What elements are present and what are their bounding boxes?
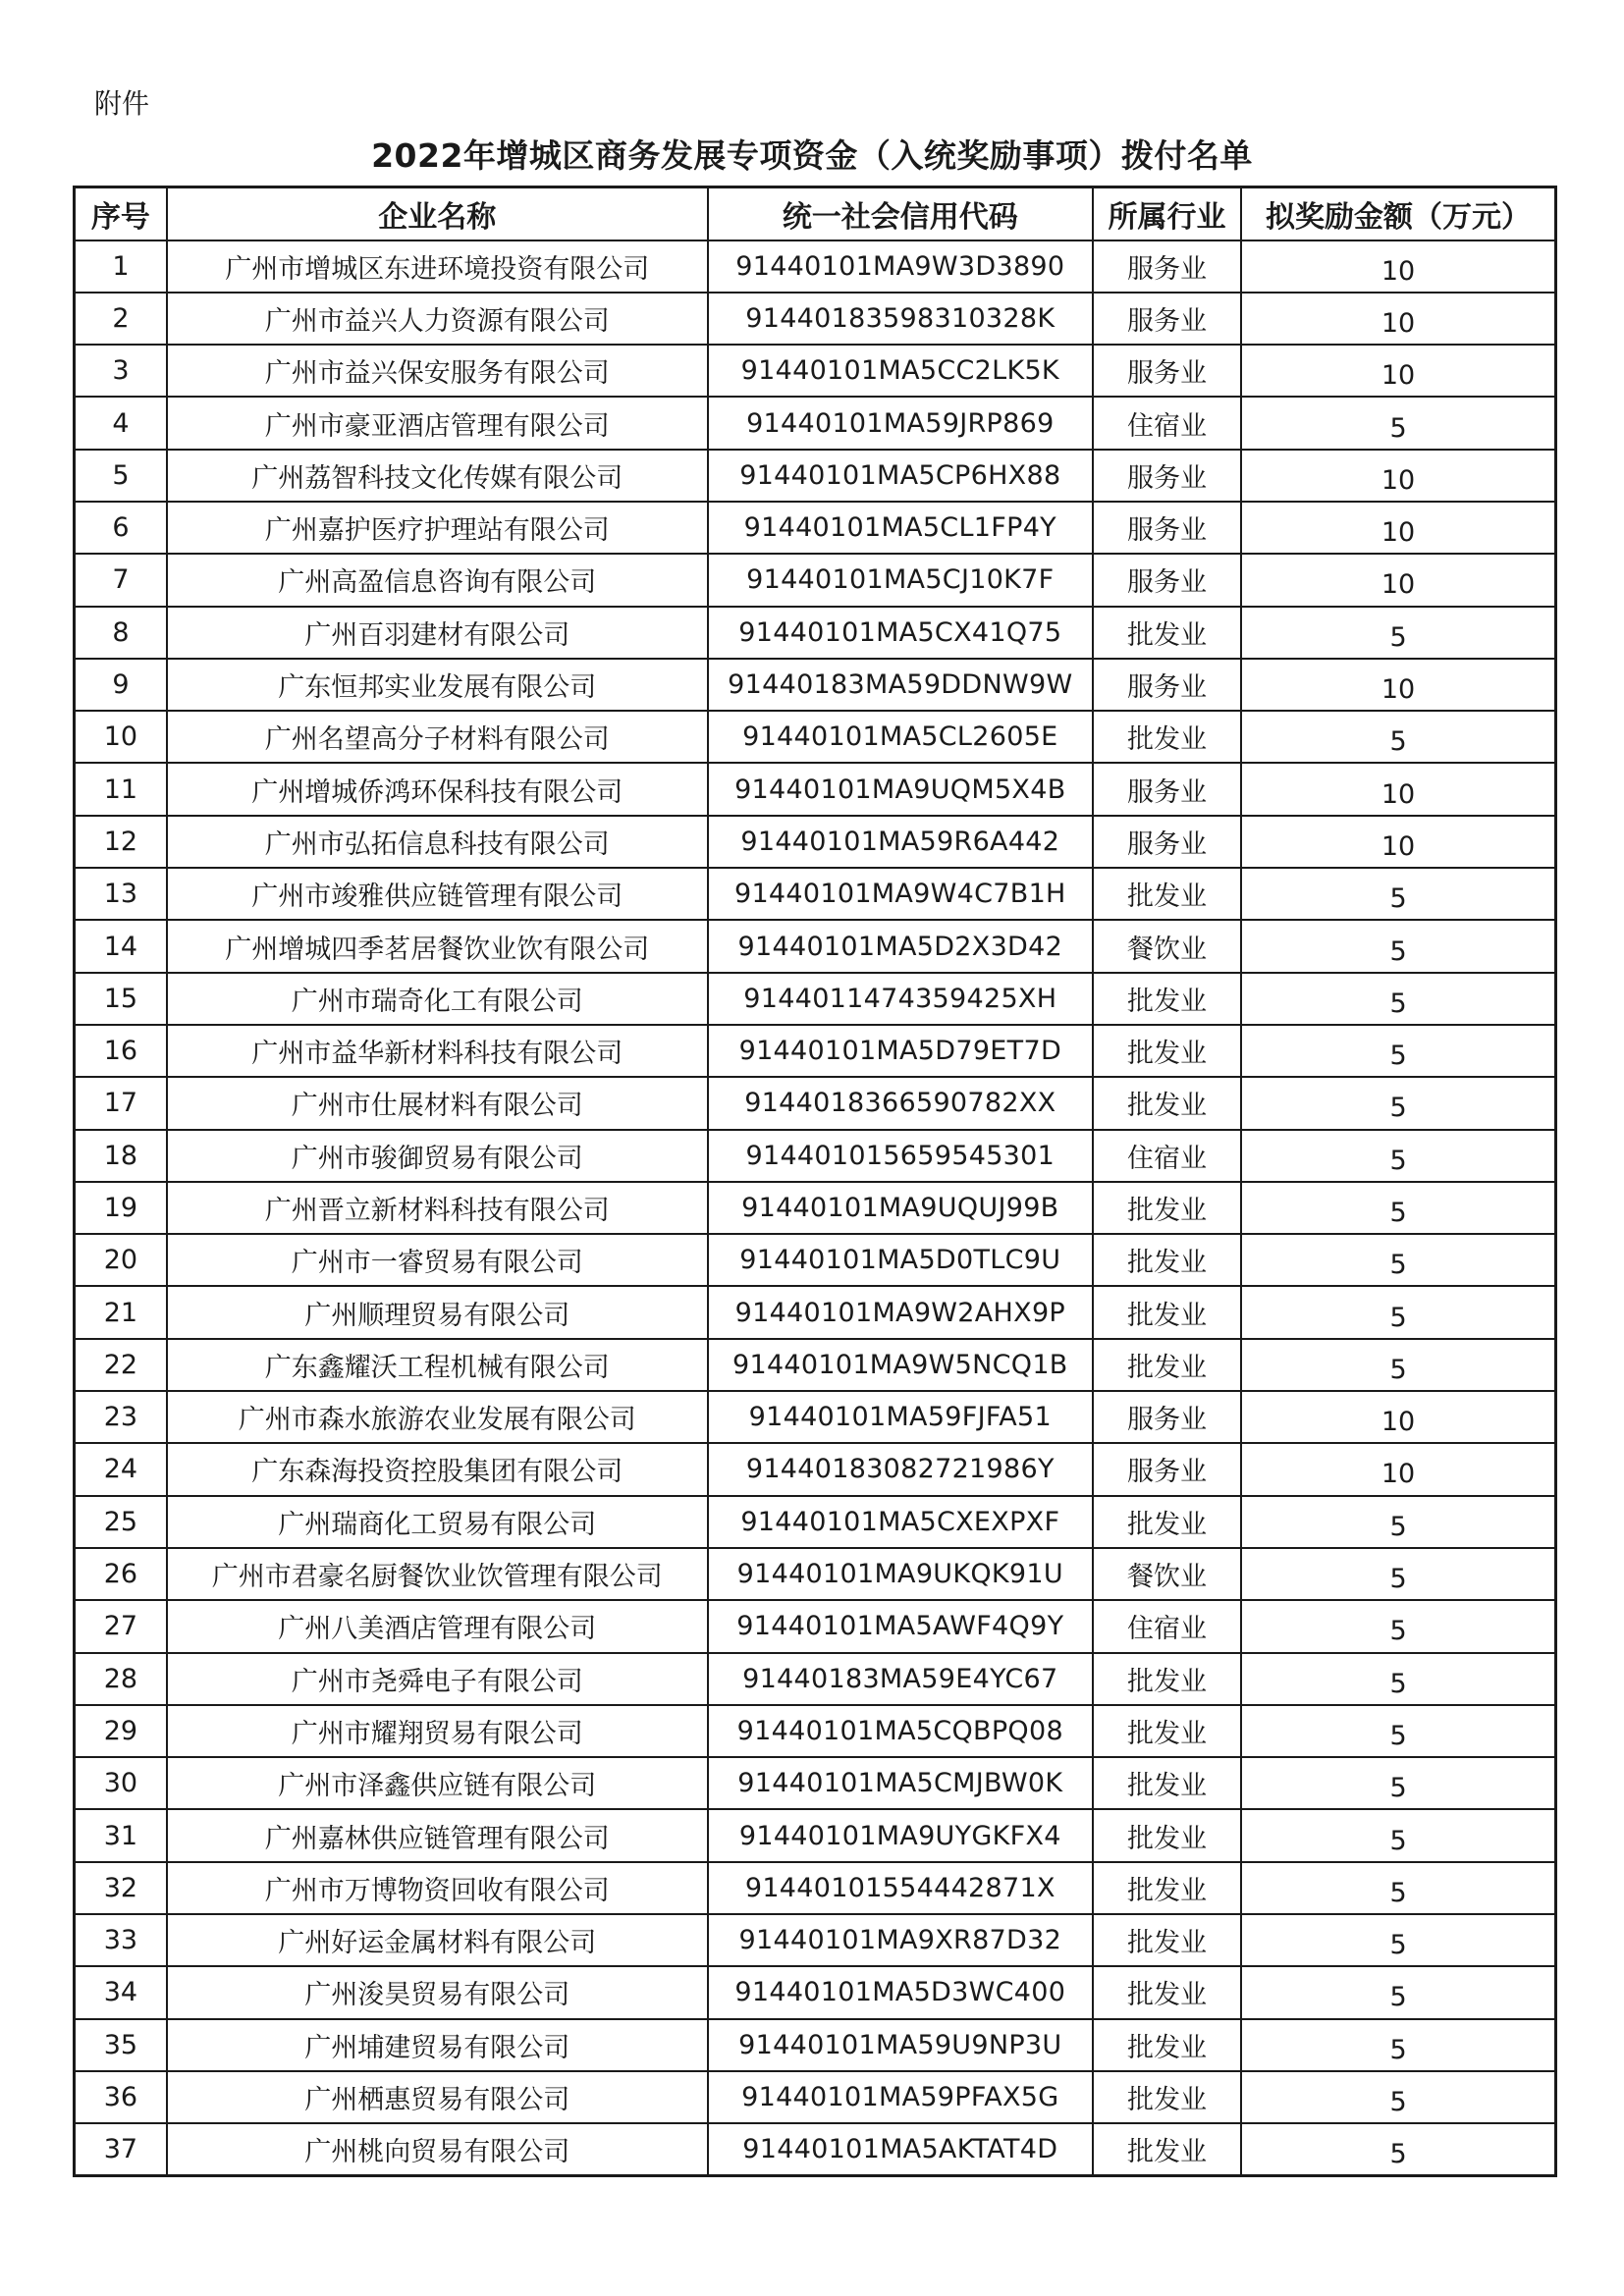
cell-award-amount: [1241, 2019, 1555, 2071]
cell-industry: 服务业: [1093, 763, 1241, 815]
table-row: [75, 1914, 1556, 1966]
cell-company-name: 广州市豪亚酒店管理有限公司: [167, 397, 708, 449]
cell-industry: 服务业: [1093, 293, 1241, 345]
cell-serial: 12: [75, 816, 167, 868]
cell-award-amount: [1241, 1286, 1555, 1338]
cell-award-amount: [1241, 1234, 1555, 1286]
cell-credit-code: 91440101MA59PFAX5G: [708, 2071, 1093, 2123]
cell-serial: 37: [75, 2123, 167, 2175]
table-row: [75, 1548, 1556, 1600]
cell-industry: 服务业: [1093, 345, 1241, 397]
table-row: [75, 1757, 1556, 1809]
cell-company-name: 广东森海投资控股集团有限公司: [167, 1443, 708, 1495]
cell-award-amount: [1241, 1391, 1555, 1443]
cell-credit-code: 91440101MA5D3WC400: [708, 1966, 1093, 2018]
cell-industry: 批发业: [1093, 711, 1241, 763]
document-title: 2022年增城区商务发展专项资金（入统奖励事项）拨付名单: [371, 136, 1253, 175]
cell-award-amount: [1241, 397, 1555, 449]
cell-serial: 18: [75, 1130, 167, 1182]
table-row: [75, 1339, 1556, 1391]
award-amount-value: 5: [1389, 1197, 1407, 1228]
award-amount-value: 5: [1389, 1302, 1407, 1333]
cell-industry: 服务业: [1093, 450, 1241, 502]
award-amount-value: 5: [1389, 988, 1407, 1019]
award-amount-value: 5: [1389, 1041, 1407, 1072]
table-row: [75, 1391, 1556, 1443]
cell-credit-code: 91440101MA5D2X3D42: [708, 920, 1093, 972]
cell-serial: 26: [75, 1548, 167, 1600]
award-amount-value: 10: [1380, 569, 1416, 601]
cell-credit-code: 91440101MA5AKTAT4D: [708, 2123, 1093, 2175]
cell-credit-code: 91440101MA5CP6HX88: [708, 450, 1093, 502]
cell-credit-code: 91440101MA9W2AHX9P: [708, 1286, 1093, 1338]
cell-credit-code: 91440183MA59E4YC67: [708, 1653, 1093, 1705]
award-amount-value: 5: [1389, 1616, 1407, 1647]
cell-company-name: 广州市益兴保安服务有限公司: [167, 345, 708, 397]
cell-company-name: 广州市万博物资回收有限公司: [167, 1862, 708, 1914]
cell-industry: 批发业: [1093, 1077, 1241, 1129]
cell-credit-code: 91440101MA5CQBPQ08: [708, 1705, 1093, 1757]
cell-serial: 24: [75, 1443, 167, 1495]
cell-industry: 批发业: [1093, 868, 1241, 920]
cell-award-amount: [1241, 1025, 1555, 1077]
cell-credit-code: 91440101MA9UKQK91U: [708, 1548, 1093, 1600]
cell-serial: 36: [75, 2071, 167, 2123]
table-row: [75, 1182, 1556, 1234]
cell-company-name: 广州增城四季茗居餐饮业饮有限公司: [167, 920, 708, 972]
cell-industry: 批发业: [1093, 1862, 1241, 1914]
cell-serial: 29: [75, 1705, 167, 1757]
cell-serial: 2: [75, 293, 167, 345]
cell-serial: 27: [75, 1600, 167, 1652]
table-row: [75, 1653, 1556, 1705]
table-row: [75, 450, 1556, 502]
cell-credit-code: 91440183MA59DDNW9W: [708, 659, 1093, 711]
cell-industry: 批发业: [1093, 1182, 1241, 1234]
cell-award-amount: [1241, 554, 1555, 606]
cell-award-amount: [1241, 1339, 1555, 1391]
cell-serial: 22: [75, 1339, 167, 1391]
table-row: [75, 763, 1556, 815]
cell-award-amount: [1241, 2071, 1555, 2123]
award-amount-value: 5: [1389, 2034, 1407, 2065]
table-row: [75, 2123, 1556, 2175]
cell-credit-code: 91440101MA5D0TLC9U: [708, 1234, 1093, 1286]
cell-company-name: 广州埔建贸易有限公司: [167, 2019, 708, 2071]
table-row: [75, 1600, 1556, 1652]
cell-industry: 批发业: [1093, 2123, 1241, 2175]
award-amount-value: 10: [1380, 307, 1416, 339]
cell-company-name: 广州瑞商化工贸易有限公司: [167, 1496, 708, 1548]
cell-award-amount: [1241, 816, 1555, 868]
cell-credit-code: 91440183082721986Y: [708, 1443, 1093, 1495]
cell-award-amount: [1241, 1077, 1555, 1129]
cell-credit-code: 91440101554442871X: [708, 1862, 1093, 1914]
cell-credit-code: 914401015659545301: [708, 1130, 1093, 1182]
cell-serial: 19: [75, 1182, 167, 1234]
award-amount-value: 10: [1380, 517, 1416, 549]
cell-credit-code: 91440101MA5CXEXPXF: [708, 1496, 1093, 1548]
table-row: [75, 1862, 1556, 1914]
award-amount-value: 5: [1389, 2087, 1407, 2118]
cell-award-amount: [1241, 1182, 1555, 1234]
award-amount-value: 5: [1389, 1354, 1407, 1385]
cell-credit-code: 91440101MA59R6A442: [708, 816, 1093, 868]
award-amount-value: 5: [1389, 1930, 1407, 1961]
cell-industry: 服务业: [1093, 816, 1241, 868]
header-company-name: 企业名称: [167, 187, 708, 240]
table-row: [75, 1809, 1556, 1861]
table-row: [75, 920, 1556, 972]
cell-serial: 8: [75, 607, 167, 659]
cell-industry: 批发业: [1093, 2071, 1241, 2123]
award-amount-value: 10: [1380, 255, 1416, 287]
cell-industry: 批发业: [1093, 1809, 1241, 1861]
cell-credit-code: 91440101MA5CL1FP4Y: [708, 502, 1093, 554]
cell-award-amount: [1241, 607, 1555, 659]
cell-company-name: 广州市尧舜电子有限公司: [167, 1653, 708, 1705]
cell-credit-code: 91440101MA59FJFA51: [708, 1391, 1093, 1443]
award-amount-value: 5: [1389, 1093, 1407, 1124]
cell-industry: 批发业: [1093, 1496, 1241, 1548]
table-body: [75, 240, 1556, 2176]
award-amount-value: 5: [1389, 1773, 1407, 1804]
cell-serial: 35: [75, 2019, 167, 2071]
award-amount-value: 10: [1380, 830, 1416, 862]
table-row: [75, 1443, 1556, 1495]
cell-serial: 32: [75, 1862, 167, 1914]
cell-credit-code: 91440101MA9W3D3890: [708, 240, 1093, 293]
cell-industry: 批发业: [1093, 1653, 1241, 1705]
cell-serial: 16: [75, 1025, 167, 1077]
attachment-label: 附件: [94, 87, 150, 120]
award-amount-value: 5: [1389, 935, 1407, 967]
cell-serial: 6: [75, 502, 167, 554]
table-row: [75, 293, 1556, 345]
cell-serial: 15: [75, 973, 167, 1025]
cell-award-amount: [1241, 1757, 1555, 1809]
cell-award-amount: [1241, 763, 1555, 815]
cell-serial: 4: [75, 397, 167, 449]
cell-company-name: 广州市一睿贸易有限公司: [167, 1234, 708, 1286]
table-row: [75, 659, 1556, 711]
cell-company-name: 广州嘉林供应链管理有限公司: [167, 1809, 708, 1861]
table-row: [75, 973, 1556, 1025]
cell-industry: 批发业: [1093, 1025, 1241, 1077]
cell-company-name: 广州市耀翔贸易有限公司: [167, 1705, 708, 1757]
cell-credit-code: 91440101MA5CX41Q75: [708, 607, 1093, 659]
cell-company-name: 广州百羽建材有限公司: [167, 607, 708, 659]
cell-award-amount: [1241, 1548, 1555, 1600]
cell-industry: 住宿业: [1093, 1600, 1241, 1652]
cell-serial: 13: [75, 868, 167, 920]
header-serial: 序号: [75, 187, 167, 240]
award-amount-value: 10: [1380, 1407, 1416, 1438]
cell-serial: 21: [75, 1286, 167, 1338]
award-amount-value: 5: [1389, 883, 1407, 915]
award-table: [73, 186, 1557, 2177]
award-amount-value: 5: [1389, 1825, 1407, 1856]
cell-industry: 餐饮业: [1093, 920, 1241, 972]
cell-serial: 3: [75, 345, 167, 397]
cell-serial: 1: [75, 240, 167, 293]
table-row: [75, 868, 1556, 920]
award-amount-value: 10: [1380, 674, 1416, 706]
cell-company-name: 广州增城侨鸿环保科技有限公司: [167, 763, 708, 815]
cell-industry: 批发业: [1093, 1286, 1241, 1338]
table-row: [75, 1130, 1556, 1182]
cell-award-amount: [1241, 1130, 1555, 1182]
cell-industry: 批发业: [1093, 1757, 1241, 1809]
cell-serial: 10: [75, 711, 167, 763]
table-row: [75, 2071, 1556, 2123]
cell-industry: 批发业: [1093, 2019, 1241, 2071]
cell-company-name: 广州栖惠贸易有限公司: [167, 2071, 708, 2123]
cell-award-amount: [1241, 1496, 1555, 1548]
cell-company-name: 广州市瑞奇化工有限公司: [167, 973, 708, 1025]
cell-serial: 33: [75, 1914, 167, 1966]
cell-industry: 服务业: [1093, 240, 1241, 293]
header-credit-code: 统一社会信用代码: [708, 187, 1093, 240]
cell-industry: 服务业: [1093, 502, 1241, 554]
cell-credit-code: 91440101MA9XR87D32: [708, 1914, 1093, 1966]
award-amount-value: 10: [1380, 464, 1416, 496]
cell-serial: 23: [75, 1391, 167, 1443]
cell-award-amount: [1241, 293, 1555, 345]
cell-company-name: 广东鑫耀沃工程机械有限公司: [167, 1339, 708, 1391]
table-row: [75, 2019, 1556, 2071]
cell-industry: 批发业: [1093, 1705, 1241, 1757]
cell-company-name: 广州八美酒店管理有限公司: [167, 1600, 708, 1652]
cell-industry: 批发业: [1093, 1966, 1241, 2018]
cell-company-name: 广州市君豪名厨餐饮业饮管理有限公司: [167, 1548, 708, 1600]
cell-award-amount: [1241, 502, 1555, 554]
cell-serial: 20: [75, 1234, 167, 1286]
cell-company-name: 广州市泽鑫供应链有限公司: [167, 1757, 708, 1809]
cell-award-amount: [1241, 1600, 1555, 1652]
table-row: [75, 1077, 1556, 1129]
cell-company-name: 广州晋立新材料科技有限公司: [167, 1182, 708, 1234]
table-row: [75, 711, 1556, 763]
cell-company-name: 广州市仕展材料有限公司: [167, 1077, 708, 1129]
cell-award-amount: [1241, 1862, 1555, 1914]
cell-award-amount: [1241, 1914, 1555, 1966]
cell-company-name: 广州市骏御贸易有限公司: [167, 1130, 708, 1182]
cell-industry: 批发业: [1093, 1234, 1241, 1286]
cell-credit-code: 91440101MA5CL2605E: [708, 711, 1093, 763]
header-industry: 所属行业: [1093, 187, 1241, 240]
cell-credit-code: 91440101MA5AWF4Q9Y: [708, 1600, 1093, 1652]
cell-credit-code: 91440101MA9UQM5X4B: [708, 763, 1093, 815]
cell-credit-code: 91440101MA9UQUJ99B: [708, 1182, 1093, 1234]
award-amount-value: 5: [1389, 726, 1407, 758]
cell-company-name: 广州市森水旅游农业发展有限公司: [167, 1391, 708, 1443]
cell-credit-code: 91440183598310328K: [708, 293, 1093, 345]
table-header: [75, 187, 1556, 240]
cell-award-amount: [1241, 1443, 1555, 1495]
cell-credit-code: 9144011474359425XH: [708, 973, 1093, 1025]
table-row: [75, 607, 1556, 659]
table-row: [75, 1286, 1556, 1338]
cell-company-name: 广州浚昊贸易有限公司: [167, 1966, 708, 2018]
cell-industry: 住宿业: [1093, 1130, 1241, 1182]
award-amount-value: 5: [1389, 2139, 1407, 2170]
cell-award-amount: [1241, 868, 1555, 920]
award-amount-value: 5: [1389, 1877, 1407, 1908]
cell-award-amount: [1241, 1966, 1555, 2018]
award-amount-value: 10: [1380, 1459, 1416, 1490]
cell-award-amount: [1241, 1809, 1555, 1861]
cell-award-amount: [1241, 345, 1555, 397]
cell-award-amount: [1241, 240, 1555, 293]
cell-company-name: 广州市竣雅供应链管理有限公司: [167, 868, 708, 920]
cell-industry: 批发业: [1093, 607, 1241, 659]
cell-serial: 14: [75, 920, 167, 972]
cell-credit-code: 91440101MA59JRP869: [708, 397, 1093, 449]
cell-award-amount: [1241, 1705, 1555, 1757]
cell-credit-code: 91440101MA5CC2LK5K: [708, 345, 1093, 397]
cell-industry: 服务业: [1093, 1391, 1241, 1443]
table-row: [75, 345, 1556, 397]
cell-industry: 住宿业: [1093, 397, 1241, 449]
cell-serial: 28: [75, 1653, 167, 1705]
cell-company-name: 广州桃向贸易有限公司: [167, 2123, 708, 2175]
table-row: [75, 816, 1556, 868]
table-row: [75, 1234, 1556, 1286]
award-amount-value: 10: [1380, 360, 1416, 392]
cell-company-name: 广州顺理贸易有限公司: [167, 1286, 708, 1338]
award-amount-value: 10: [1380, 778, 1416, 810]
table-row: [75, 1496, 1556, 1548]
cell-serial: 17: [75, 1077, 167, 1129]
cell-company-name: 广州嘉护医疗护理站有限公司: [167, 502, 708, 554]
table-row: [75, 502, 1556, 554]
cell-company-name: 广州市益华新材料科技有限公司: [167, 1025, 708, 1077]
award-amount-value: 5: [1389, 1668, 1407, 1699]
table-row: [75, 240, 1556, 293]
cell-company-name: 广州高盈信息咨询有限公司: [167, 554, 708, 606]
cell-credit-code: 91440101MA5CMJBW0K: [708, 1757, 1093, 1809]
cell-credit-code: 91440101MA9W5NCQ1B: [708, 1339, 1093, 1391]
cell-serial: 9: [75, 659, 167, 711]
award-amount-value: 5: [1389, 1511, 1407, 1542]
table-row: [75, 1025, 1556, 1077]
cell-award-amount: [1241, 450, 1555, 502]
cell-credit-code: 91440101MA5D79ET7D: [708, 1025, 1093, 1077]
cell-credit-code: 9144018366590782XX: [708, 1077, 1093, 1129]
cell-serial: 7: [75, 554, 167, 606]
table-row: [75, 397, 1556, 449]
cell-industry: 餐饮业: [1093, 1548, 1241, 1600]
table-row: [75, 554, 1556, 606]
cell-industry: 服务业: [1093, 659, 1241, 711]
cell-award-amount: [1241, 1653, 1555, 1705]
cell-credit-code: 91440101MA9UYGKFX4: [708, 1809, 1093, 1861]
cell-serial: 30: [75, 1757, 167, 1809]
cell-industry: 批发业: [1093, 1914, 1241, 1966]
cell-credit-code: 91440101MA5CJ10K7F: [708, 554, 1093, 606]
award-amount-value: 5: [1389, 1564, 1407, 1595]
cell-company-name: 广东恒邦实业发展有限公司: [167, 659, 708, 711]
cell-company-name: 广州好运金属材料有限公司: [167, 1914, 708, 1966]
table-row: [75, 1705, 1556, 1757]
header-award-amount: 拟奖励金额（万元）: [1241, 187, 1555, 240]
cell-serial: 34: [75, 1966, 167, 2018]
cell-industry: 服务业: [1093, 1443, 1241, 1495]
table-row: [75, 1966, 1556, 2018]
cell-serial: 5: [75, 450, 167, 502]
cell-serial: 11: [75, 763, 167, 815]
cell-credit-code: 91440101MA59U9NP3U: [708, 2019, 1093, 2071]
award-amount-value: 5: [1389, 1982, 1407, 2013]
cell-award-amount: [1241, 973, 1555, 1025]
cell-industry: 批发业: [1093, 1339, 1241, 1391]
cell-award-amount: [1241, 711, 1555, 763]
cell-company-name: 广州名望高分子材料有限公司: [167, 711, 708, 763]
award-amount-value: 5: [1389, 412, 1407, 444]
cell-credit-code: 91440101MA9W4C7B1H: [708, 868, 1093, 920]
cell-company-name: 广州市弘拓信息科技有限公司: [167, 816, 708, 868]
award-amount-value: 5: [1389, 1250, 1407, 1281]
award-amount-value: 5: [1389, 1145, 1407, 1176]
cell-serial: 31: [75, 1809, 167, 1861]
cell-award-amount: [1241, 920, 1555, 972]
cell-industry: 服务业: [1093, 554, 1241, 606]
cell-award-amount: [1241, 659, 1555, 711]
cell-serial: 25: [75, 1496, 167, 1548]
award-amount-value: 5: [1389, 1720, 1407, 1751]
award-amount-value: 5: [1389, 621, 1407, 653]
cell-industry: 批发业: [1093, 973, 1241, 1025]
cell-company-name: 广州荔智科技文化传媒有限公司: [167, 450, 708, 502]
cell-company-name: 广州市益兴人力资源有限公司: [167, 293, 708, 345]
cell-company-name: 广州市增城区东进环境投资有限公司: [167, 240, 708, 293]
header-row: [75, 187, 1556, 240]
cell-award-amount: [1241, 2123, 1555, 2175]
